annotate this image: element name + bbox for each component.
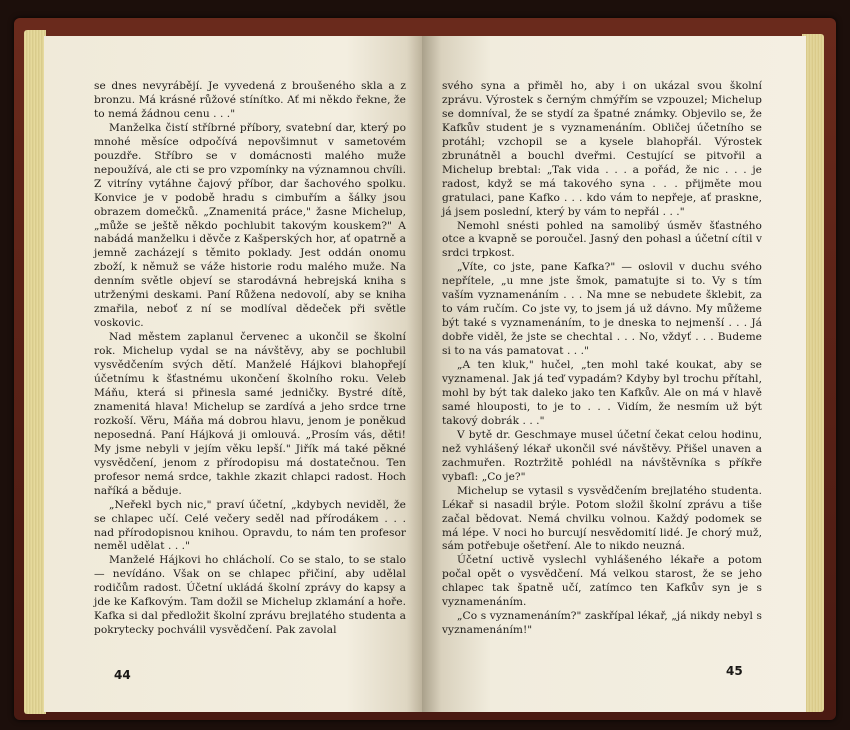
- page-number: 45: [726, 664, 743, 678]
- paragraph: svého syna a přiměl ho, aby i on ukázal svou školní zprávu. Výrostek s černým chmýřím se vzpouzel; Michelup se domníval, že se stydí za špatné známky. Objevilo se, že Kafkův student je s vyznamenáním. Obličej účetního se protáhl; vzchopil se a kysele blahopřál. Výrostek zbrunátněl a bouchl dveřmi. Cestující se pitvořil a Michelup brebtal: „Tak vida . . . a pořád, že nic . . . je radost, když se má takového syna . . . přijměte mou gratulaci, pane Kafko . . . kdo vám to nepřeje, ať praskne, já jsem poslední, který by vám to nepřál . . .": [442, 80, 762, 218]
- paragraph: V bytě dr. Geschmaye musel účetní čekat celou hodinu, než vyhlášený lékař ukončil své návštěvy. Přišel unaven a zachmuřen. Roztržitě pohlédl na návštěvníka s příkře vybafl: „Co je?": [442, 428, 762, 483]
- paragraph: Nad městem zaplanul červenec a ukončil se školní rok. Michelup vydal se na návštěvy, aby se pochlubil vysvědčením svých dětí. Manželé Hájkovi blahopřejí účetnímu k šťastnému ukončení školního roku. Veleb Máňu, která si přinesla samé jedničky. Bystré dítě, znamenitá hlava! Michelup se zardívá a jeho srdce trne rozkoší. Věru, Máňa má dobrou hlavu, jenom je poněkud neposedná. Paní Hájková ji omlouvá. „Prosím vás, děti! My jsme nebyli v jejím věku lepší." Jiřík má také pěkné vysvědčení, jenom z přírodopisu má dostatečnou. Ten profesor nemá srdce, takhle zkazit chlapci radost. Hoch naříká a běduje.: [94, 331, 406, 497]
- page-edges-left: [24, 30, 46, 714]
- paragraph: „A ten kluk," hučel, „ten mohl také koukat, aby se vyznamenal. Jak já teď vypadám? Kdyby byl trochu přítahl, mohl by být tak daleko jako ten Kafkův. Ale on má v hlavě samé hlouposti, to je to . . . Vidím, že nesmím už být takový dobrák . . .": [442, 359, 762, 427]
- paragraph: se dnes nevyrábějí. Je vyvedená z broušeného skla a z bronzu. Má krásné růžové stínítko. Ať mi někdo řekne, že to nemá žádnou cenu . . .": [94, 80, 406, 120]
- paragraph: „Co s vyznamenáním?" zaskřípal lékař, „já nikdy nebyl s vyznamenáním!": [442, 610, 762, 637]
- paragraph: „Víte, co jste, pane Kafka?" — oslovil v duchu svého nepřítele, „u mne jste šmok, pamatujte si to. Vy s tím vaším vyznamenáním . . . Na mne se nebudete šklebit, za to vám ručím. Co jste vy, to jsem já už dávno. My můžeme být také s vyznamenáním, to je dneska to nejmenší . . . Já dobře viděl, že jste se chechtal . . . No, vždyť . . . Budeme si to na vás pamatovat . . .": [442, 261, 762, 358]
- paragraph: Účetní uctivě vyslechl vyhlášeného lékaře a potom počal opět o vysvědčení. Má velkou starost, že se jeho chlapec tak špatně učí, zatímco ten Kafkův syn je s vyznamenáním.: [442, 554, 762, 609]
- left-page: [44, 36, 422, 712]
- paragraph: „Neřekl bych nic," praví účetní, „kdybych neviděl, že se chlapec učí. Celé večery seděl nad přírodákem . . . nad přírodopisnou knihou. Opravdu, to nám ten profesor neměl udělat . . .": [94, 498, 406, 553]
- page-number: 44: [114, 668, 131, 682]
- left-page-text: [94, 80, 406, 638]
- paragraph: Nemohl snésti pohled na samolibý úsměv šťastného otce a kvapně se poroučel. Jasný den pohasl a účetní cítil v srdci trpkost.: [442, 219, 762, 260]
- right-page-text: [442, 80, 762, 638]
- paragraph: Michelup se vytasil s vysvědčením brejlatého studenta. Lékař si nasadil brýle. Potom složil školní zprávu a tiše začal bědovat. Nemá chvilku volnou. Každý podomek se má lépe. V noci ho burcují nesvědomití lidé. Je chorý muž, sám potřebuje ošetření. Ale to nikdo neuzná.: [442, 484, 762, 553]
- paragraph: Manželka čistí stříbrné příbory, svatební dar, který po mnohé měsíce odpočívá nepovšimnut v sametovém pouzdře. Stříbro se v domácnosti malého muže nepoužívá, ale cti se pro vzpomínky na významnou chvíli. Z vitríny vytáhne čajový příbor, dar šachového spolku. Konvice je v podobě hradu s cimbuřím a šálky jsou obrazem domečků. „Znamenitá práce," žasne Michelup, „může se ještě někdo pochlubit takovým kouskem?" A nabádá manželku i děvče z Kašperských hor, ať opatrně a jemně zacházejí s těmito poklady. Jest oddán onomu zboží, k němuž se váže historie rodu malého muže. Na denním světle objeví se starodávná hebrejská kniha s utrženými deskami. Paní Růžena nedovolí, aby se kniha zmařila, neboť z ní se modlíval dědeček při světle voskovic.: [94, 121, 406, 330]
- paragraph: Manželé Hájkovi ho chlácholí. Co se stalo, to se stalo — nevídáno. Však on se chlapec přičiní, aby udělal rodičům radost. Účetní ukládá školní zprávy do kapsy a jde ke Kafkovým. Tam dožil se Michelup zklamání a hoře. Kafka si dal předložit školní zprávu brejlatého studenta a pokrytecky pochválil vysvědčení. Pak zavolal: [94, 554, 406, 637]
- right-page: [422, 36, 806, 712]
